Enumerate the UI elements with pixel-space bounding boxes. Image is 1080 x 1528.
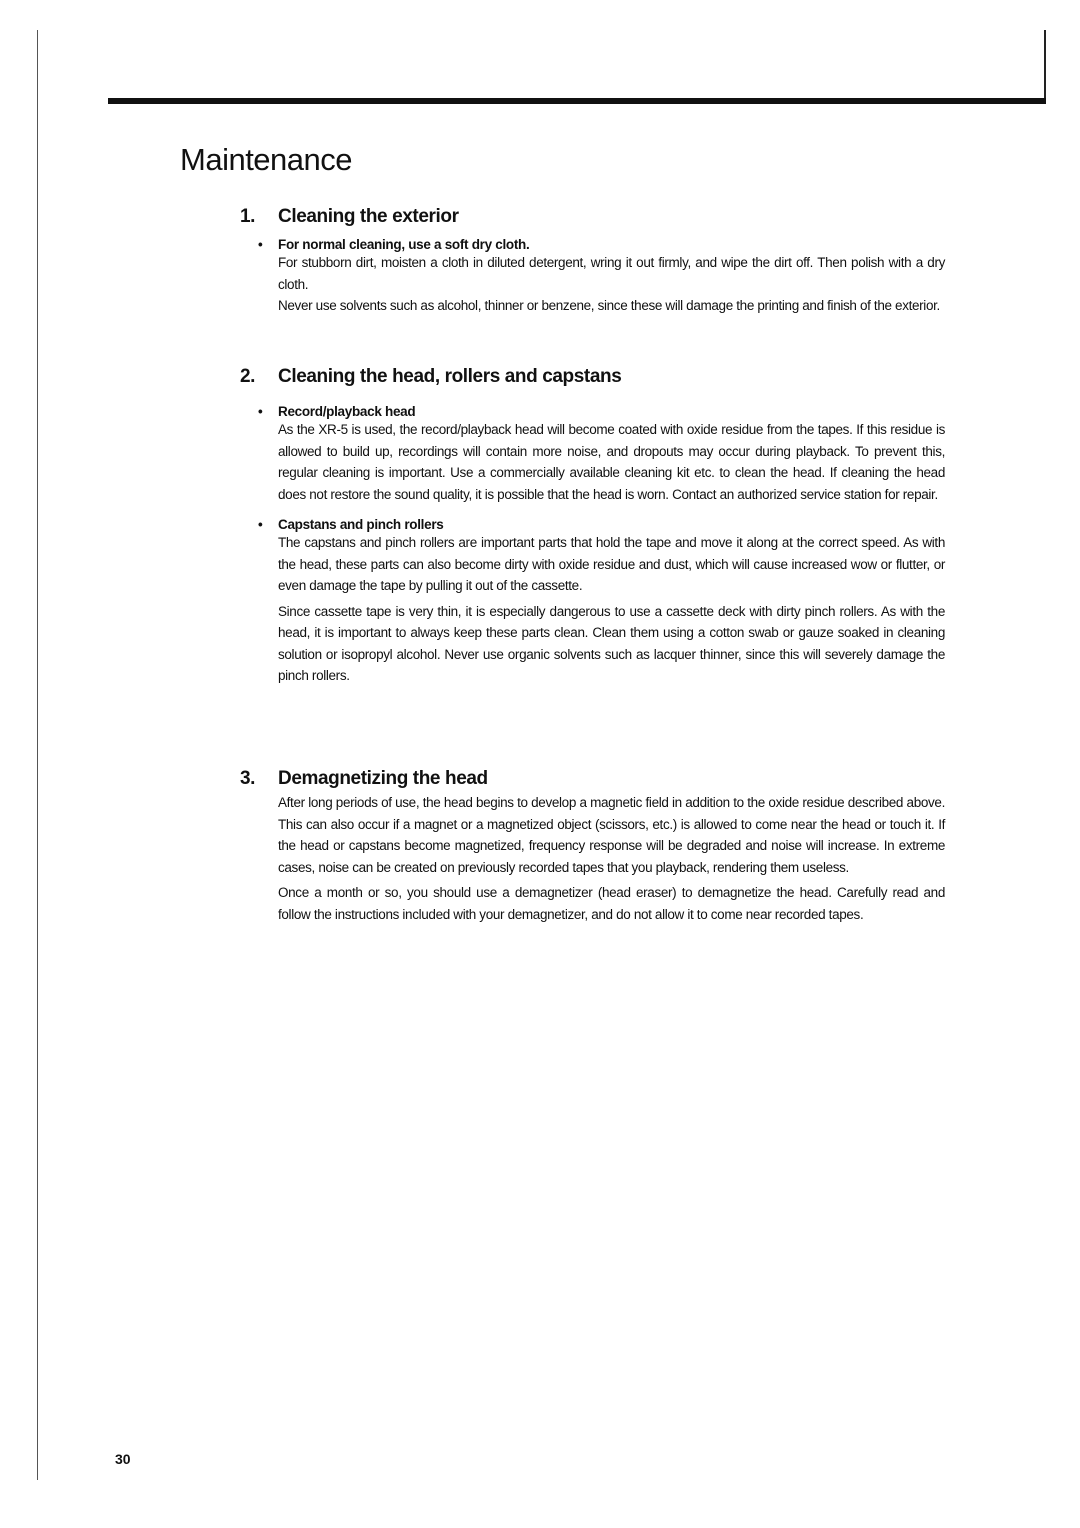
bullet-heading: • For normal cleaning, use a soft dry cloth.: [258, 237, 950, 252]
section-heading: [240, 366, 950, 388]
header-rule: [108, 98, 1046, 104]
paragraph: Once a month or so, you should use a demagnetizer (head eraser) to demagnetize the head. Carefully read and follow the instructions included with your demagnetizer, and do not allow it to come near recorded tapes.: [278, 885, 945, 922]
paragraph: As the XR-5 is used, the record/playback head will become coated with oxide residue from the tapes. If this residue is allowed to build up, recordings will contain more noise, and dropouts may occur during playback. To prevent this, regular cleaning is important. Use a commercially available cleaning kit etc. to clean the head. If cleaning the head does not restore the sound quality, it is possible that the head is worn. Contact an authorized service station for repair.: [278, 422, 945, 502]
page-edge-line: [37, 30, 38, 1480]
bullet-heading: • Record/playback head: [258, 404, 950, 419]
section-number: 1.: [240, 206, 256, 227]
section-heading-text: Cleaning the head, rollers and capstans: [278, 366, 622, 387]
section-cleaning-exterior: [240, 206, 950, 317]
paragraph: Since cassette tape is very thin, it is especially dangerous to use a cassette deck with dirty pinch rollers. As with the head, it is important to always keep these parts clean. Clean them using a cotton swab or gauze soaked in cleaning solution or isopropyl alcohol. Never use organic solvents such as lacquer thinner, since this will severely damage the pinch rollers.: [278, 603, 945, 683]
section-number: 2.: [240, 366, 256, 387]
page-number: 30: [115, 1451, 131, 1467]
section-heading: [240, 206, 950, 228]
section-demagnetizing: [240, 768, 950, 925]
paragraph: Never use solvents such as alcohol, thinner or benzene, since these will damage the printing and finish of the exterior.: [278, 298, 940, 313]
page-title: Maintenance: [180, 142, 353, 177]
section-cleaning-head: [240, 366, 950, 687]
section-number: 3.: [240, 768, 256, 789]
paragraph: After long periods of use, the head begins to develop a magnetic field in addition to the oxide residue described above. This can also occur if a magnet or a magnetized object (scissors, etc.) is allowed to come near the head or touch it. If the head or capstans become magnetized, frequency response will be degraded and noise will increase. In extreme cases, noise can be created on previously recorded tapes that you playback, rendering them useless.: [278, 795, 945, 875]
paragraph: For stubborn dirt, moisten a cloth in diluted detergent, wring it out firmly, and wipe the dirt off. Then polish with a dry cloth.: [278, 255, 945, 292]
section-heading: [240, 768, 950, 790]
page-edge-line-right: [1044, 30, 1046, 102]
bullet-heading: • Capstans and pinch rollers: [258, 517, 950, 532]
paragraph: The capstans and pinch rollers are important parts that hold the tape and move it along at the correct speed. As with the head, these parts can also become dirty with oxide residue and dust, which will cause increased wow or flutter, or even damage the tape by pulling it out of the cassette.: [278, 535, 945, 593]
section-heading-text: Demagnetizing the head: [278, 768, 488, 789]
section-heading-text: Cleaning the exterior: [278, 206, 459, 227]
